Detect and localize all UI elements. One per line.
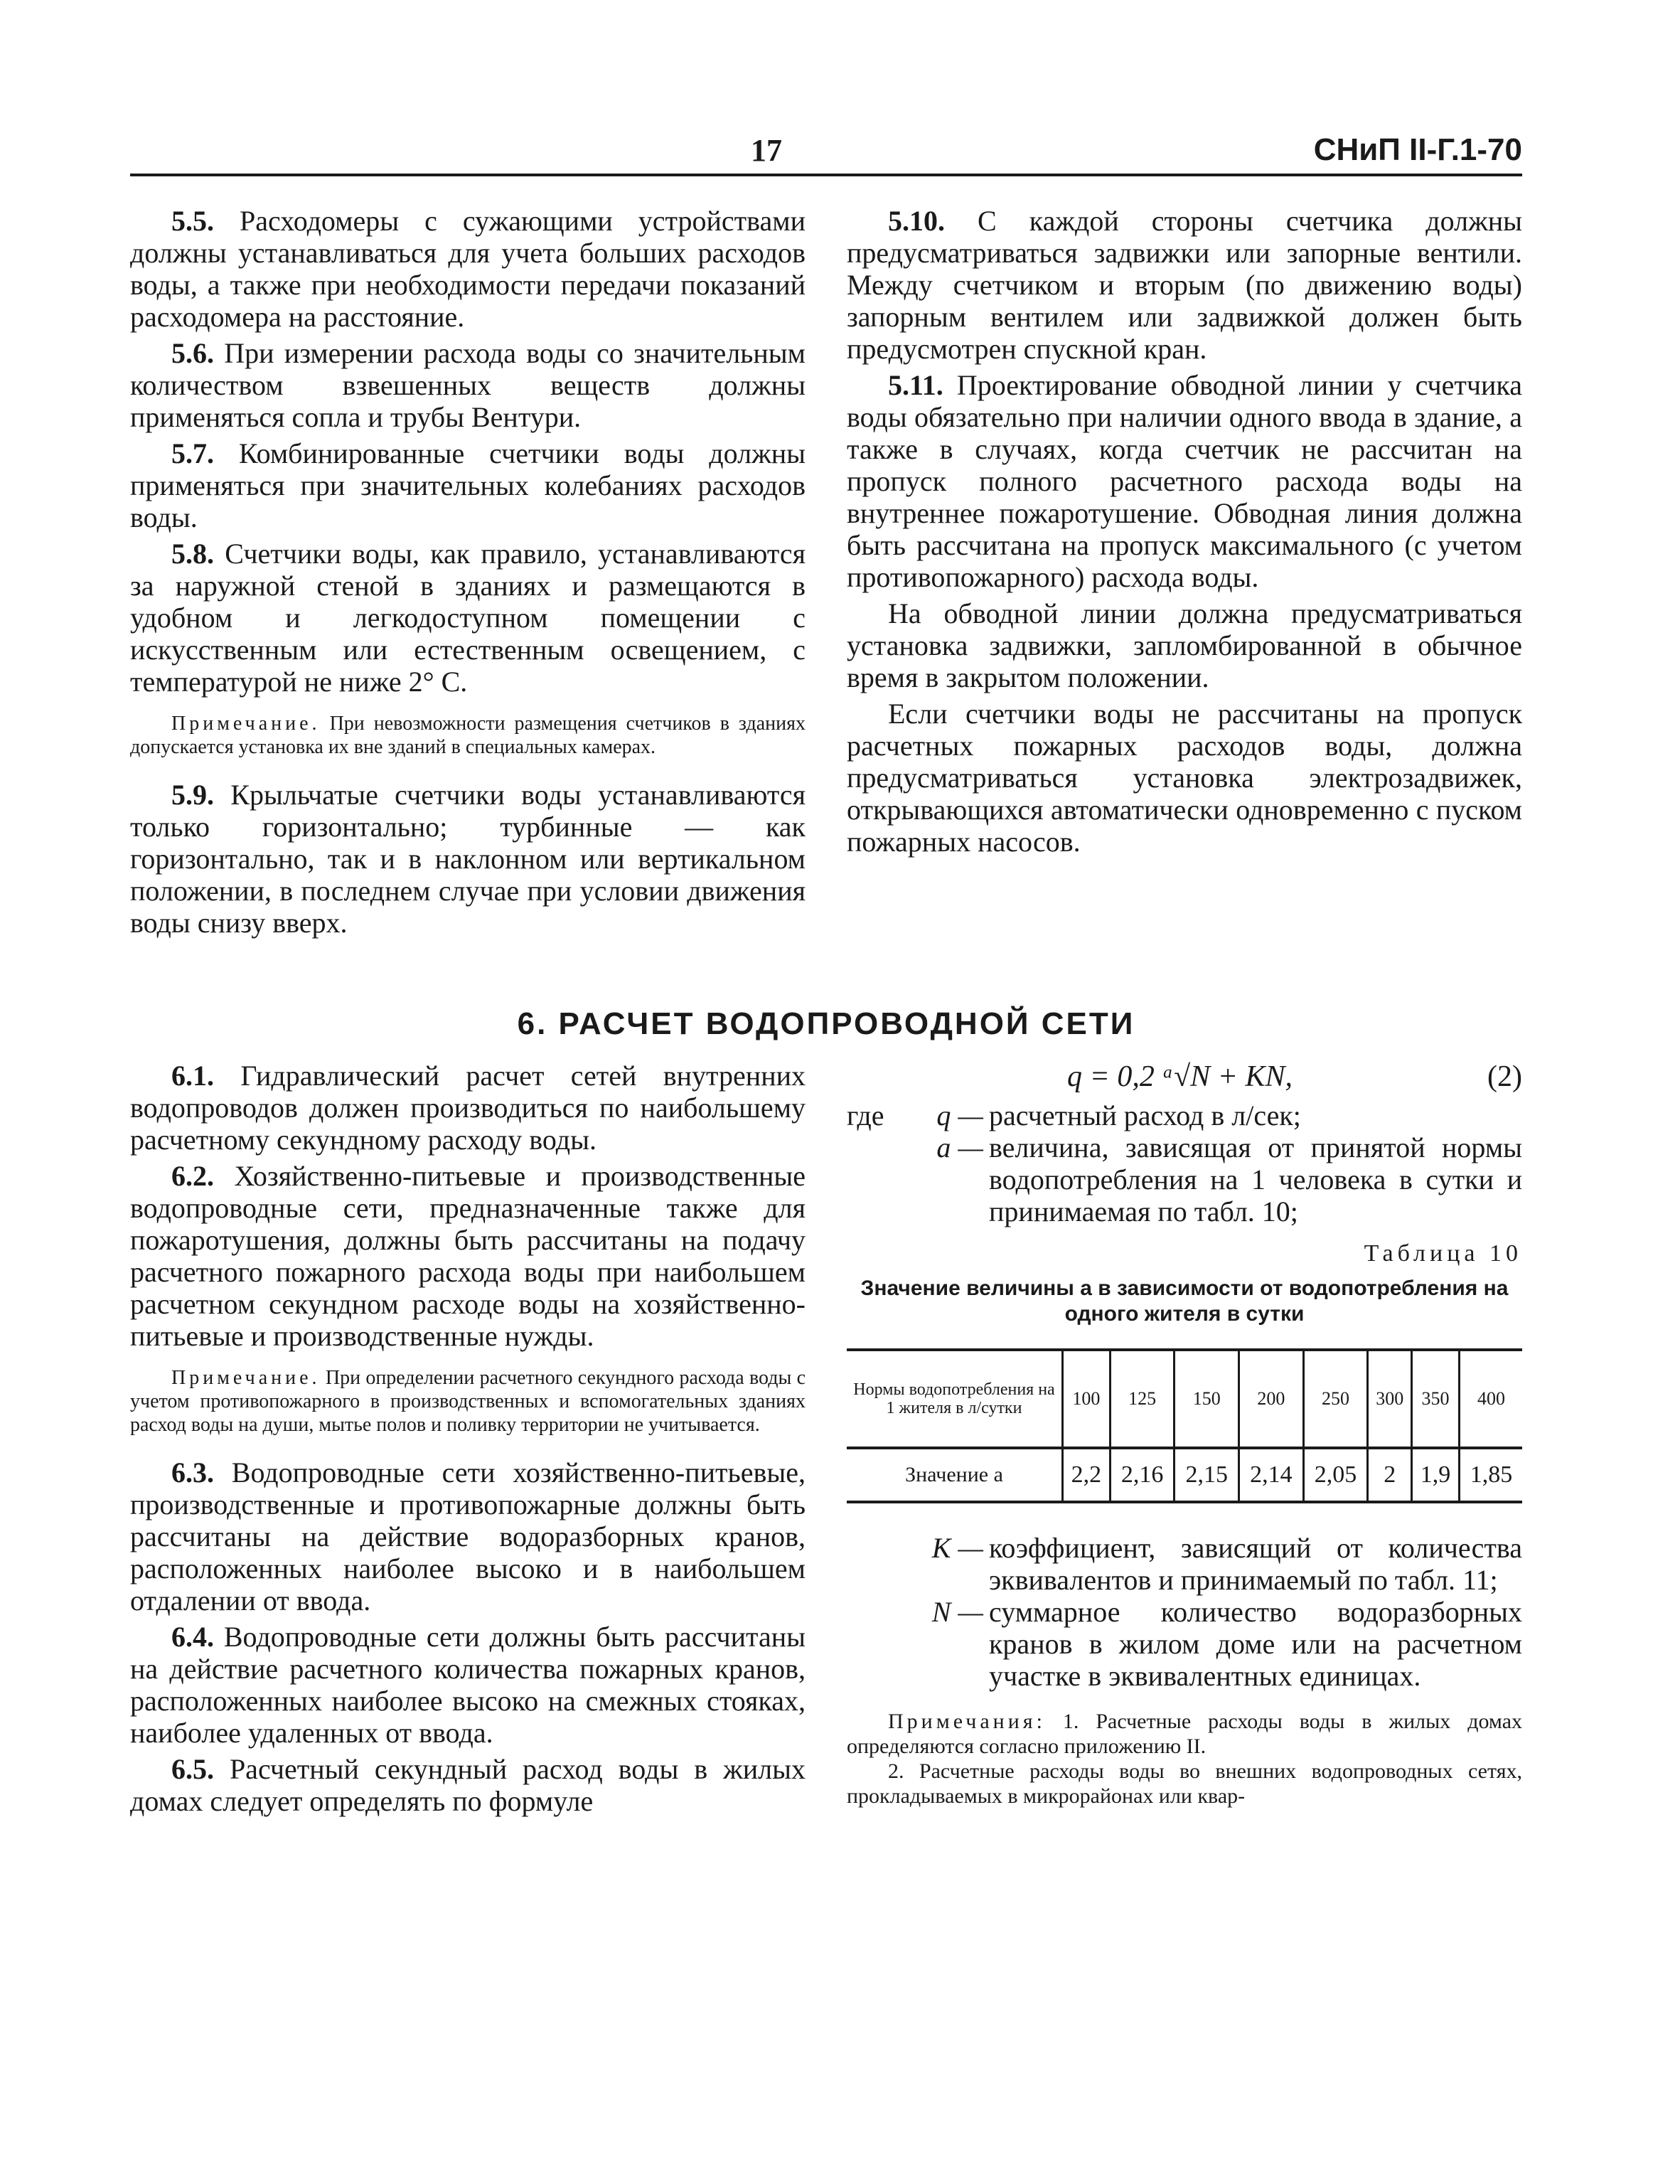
table-cell: 2,16 [1110,1448,1175,1502]
right-column-bottom [847,1060,1522,1809]
paragraph-5-7: 5.7. Комбинированные счетчики воды должны применяться при значительных колебаниях расходов воды. [130,437,806,533]
paragraph-6-5: 6.5. Расчетный секундный расход воды в жилых домах следует определять по формуле [130,1753,806,1817]
table-cell: 1,9 [1412,1448,1460,1502]
section-title: 6. РАСЧЕТ ВОДОПРОВОДНОЙ СЕТИ [517,1006,1135,1041]
paragraph-5-5: 5.5. Расходомеры с сужающими устройствами должны устанавливаться для учета больших расходов воды, а также при необходимости передачи показаний расходомера на расстояние. [130,205,806,333]
page-header [130,128,1522,176]
table-cell: 250 [1303,1350,1368,1448]
table-row-norms [847,1350,1522,1448]
note-6-2: Примечание. При определении расчетного секундного расхода воды с учетом противопожарного в производственных и вспомогательных зданиях расход воды на души, мытье полов и поливку территории не учитывается. [130,1367,806,1436]
table-cell: 2,15 [1175,1448,1239,1502]
table-10 [847,1348,1522,1503]
paragraph-5-9: 5.9. Крыльчатые счетчики воды устанавливаются только горизонтально; турбинные — как горизонтально, так и в наклонном или вертикальном положении, в последнем случае при условии движения воды снизу вверх. [130,779,806,939]
formula-number: (2) [1487,1060,1522,1093]
paragraph-5-10: 5.10. С каждой стороны счетчика должны предусматриваться задвижки или запорные вентили. Между счетчиком и вторым (по движению воды) запорным вентилем или задвижкой должен быть предусмотрен спускной кран. [847,205,1522,365]
left-column-bottom [130,1060,806,1817]
paragraph-5-11: 5.11. Проектирование обводной линии у счетчика воды обязательно при наличии одного ввода в здание, а также в случаях, когда счетчик не рассчитан на пропуск полного расчетного расхода воды на внутреннее пожаротушение. Обводная линия должна быть рассчитана на пропуск максимального (с учетом противопожарного) расхода воды. [847,369,1522,593]
table-cell: 2,2 [1063,1448,1111,1502]
paragraph-6-2: 6.2. Хозяйственно-питьевые и производственные водопроводные сети, предназначенные также для пожаротушения, должны быть рассчитаны на подачу расчетного пожарного расхода воды при наибольшем расчетном секундном расходе воды на хозяйственно-питьевые и производственные нужды. [130,1160,806,1352]
page-number: 17 [751,133,782,168]
table-row-header: Нормы водопотребления на 1 жителя в л/сутки [847,1350,1063,1448]
table-cell: 100 [1063,1350,1111,1448]
formula-2 [847,1060,1522,1099]
table-cell: 125 [1110,1350,1175,1448]
notes-block [847,1709,1522,1809]
paragraph-6-1: 6.1. Гидравлический расчет сетей внутренних водопроводов должен производиться по наибольшему расчетному секундному расходу воды. [130,1060,806,1156]
table-cell: 350 [1412,1350,1460,1448]
definition-q: где q — расчетный расход в л/сек; [847,1099,1301,1131]
note-5-8: Примечание. При невозможности размещения счетчиков в зданиях допускается установка их вне зданий в специальных камерах. [130,713,806,758]
note-2: 2. Расчетные расходы воды во внешних водопроводных сетях, прокладываемых в микрорайонах или квар- [847,1759,1522,1808]
paragraph-5-6: 5.6. При измерении расхода воды со значительным количеством взвешенных веществ должны применяться сопла и трубы Вентури. [130,337,806,433]
table-row-values [847,1448,1522,1502]
paragraph-bypass: На обводной линии должна предусматриваться установка задвижки, запломбированной в обычное время в закрытом положении. [847,597,1522,693]
definitions-top [847,1099,1522,1227]
paragraph-6-4: 6.4. Водопроводные сети должны быть рассчитаны на действие расчетного количества пожарных кранов, расположенных наиболее высоко на смежных стояках, наиболее удаленных от ввода. [130,1621,806,1749]
paragraph-electro-valves: Если счетчики воды не рассчитаны на пропуск расчетных пожарных расходов воды, должна предусматриваться установка электрозадвижек, открывающихся автоматически одновременно с пуском пожарных насосов. [847,698,1522,858]
paragraph-6-3: 6.3. Водопроводные сети хозяйственно-питьевые, производственные и противопожарные должны быть рассчитаны на действие водоразборных кранов, расположенных наиболее высоко и в наибольшем отдалении от ввода. [130,1456,806,1616]
table-cell: 150 [1175,1350,1239,1448]
table-cell: 1,85 [1459,1448,1522,1502]
table-cell: 2 [1368,1448,1412,1502]
definition-a: a — величина, зависящая от принятой нормы водопотребления на 1 человека в сутки и принимаемая по табл. 10; [936,1131,1522,1227]
table-label: Таблица 10 [1364,1240,1522,1267]
paragraph-5-8: 5.8. Счетчики воды, как правило, устанавливаются за наружной стеной в зданиях и размещаются в удобном и легкодоступном помещении с искусственным или естественным освещением, с температурой не ниже 2° С. [130,538,806,698]
table-cell: 400 [1459,1350,1522,1448]
definition-k: K — коэффициент, зависящий от количества эквивалентов и принимаемый по табл. 11; [931,1532,1522,1596]
document-page [130,128,1523,1817]
note-1: Примечания: 1. Расчетные расходы воды в жилых домах определяются согласно приложению II. [847,1710,1523,1758]
definition-n: N — суммарное количество водоразборных кранов в жилом доме или на расчетном участке в эквивалентных единицах. [931,1596,1522,1692]
table-cell: 300 [1368,1350,1412,1448]
table-caption: Значение величины a в зависимости от водопотребления на одного жителя в сутки [860,1277,1509,1326]
table-cell: 2,14 [1239,1448,1304,1502]
table-cell: 2,05 [1303,1448,1368,1502]
table-cell: 200 [1239,1350,1304,1448]
definitions-bottom [847,1532,1522,1692]
left-column-top [130,205,806,939]
document-code: СНиП II-Г.1-70 [1313,132,1522,167]
formula-expression: q = 0,2 ᵃ√N + KN, [1067,1060,1293,1093]
table-row-header: Значение a [847,1448,1063,1502]
right-column-top [847,205,1522,858]
